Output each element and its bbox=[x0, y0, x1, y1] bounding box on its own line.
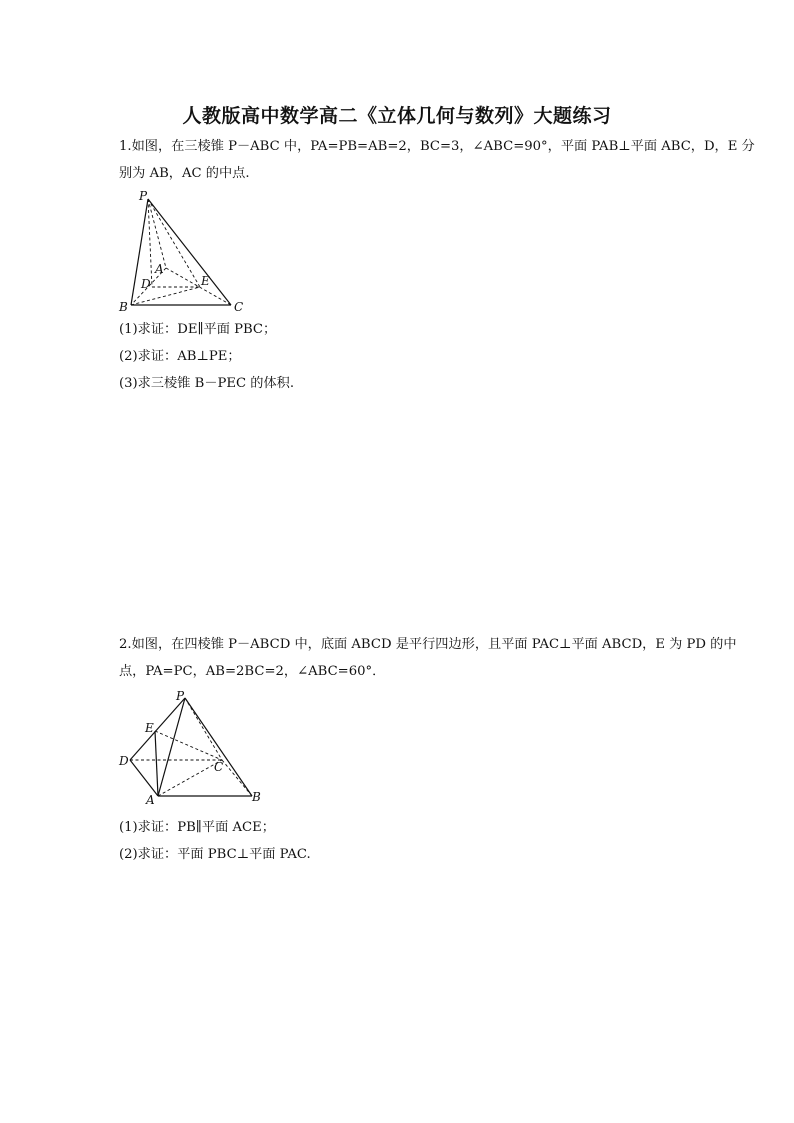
label-d: D bbox=[141, 277, 151, 291]
pyramid-hidden-edges bbox=[130, 698, 252, 796]
label-p: P bbox=[176, 689, 185, 703]
page-title: 人教版高中数学高二《立体几何与数列》大题练习 bbox=[182, 105, 612, 127]
problem-2-question-1: (1)求证：PB∥平面 ACE； bbox=[119, 820, 275, 835]
label-e: E bbox=[201, 274, 210, 288]
label-d: D bbox=[119, 754, 129, 768]
label-e: E bbox=[145, 721, 154, 735]
problem-1-stem-line-2: 别为 AB，AC 的中点. bbox=[119, 166, 250, 181]
label-c: C bbox=[234, 300, 244, 314]
label-c: C bbox=[214, 760, 224, 774]
problem-2-stem-line-2: 点，PA=PC，AB=2BC=2，∠ABC=60°． bbox=[119, 664, 386, 679]
problem-2-figure bbox=[112, 686, 268, 808]
problem-1-question-3: (3)求三棱锥 B－PEC 的体积. bbox=[119, 376, 295, 391]
label-p: P bbox=[139, 189, 148, 203]
label-a: A bbox=[155, 262, 164, 276]
problem-1-question-2: (2)求证：AB⊥PE； bbox=[119, 349, 241, 364]
problem-2-stem-line-1: 2.如图，在四棱锥 P－ABCD 中，底面 ABCD 是平行四边形，且平面 PAC⊥平面 ABCD，E 为 PD 的中 bbox=[119, 637, 737, 652]
problem-1-figure bbox=[112, 188, 252, 316]
label-a: A bbox=[146, 793, 155, 807]
problem-1-stem-line-1: 1.如图，在三棱锥 P－ABC 中，PA=PB=AB=2，BC=3，∠ABC=90°，平面 PAB⊥平面 ABC，D，E 分 bbox=[119, 139, 755, 154]
label-b: B bbox=[252, 790, 261, 804]
label-b: B bbox=[119, 300, 128, 314]
problem-1-question-1: (1)求证：DE∥平面 PBC； bbox=[119, 322, 277, 337]
problem-2-question-2: (2)求证：平面 PBC⊥平面 PAC. bbox=[119, 847, 311, 862]
